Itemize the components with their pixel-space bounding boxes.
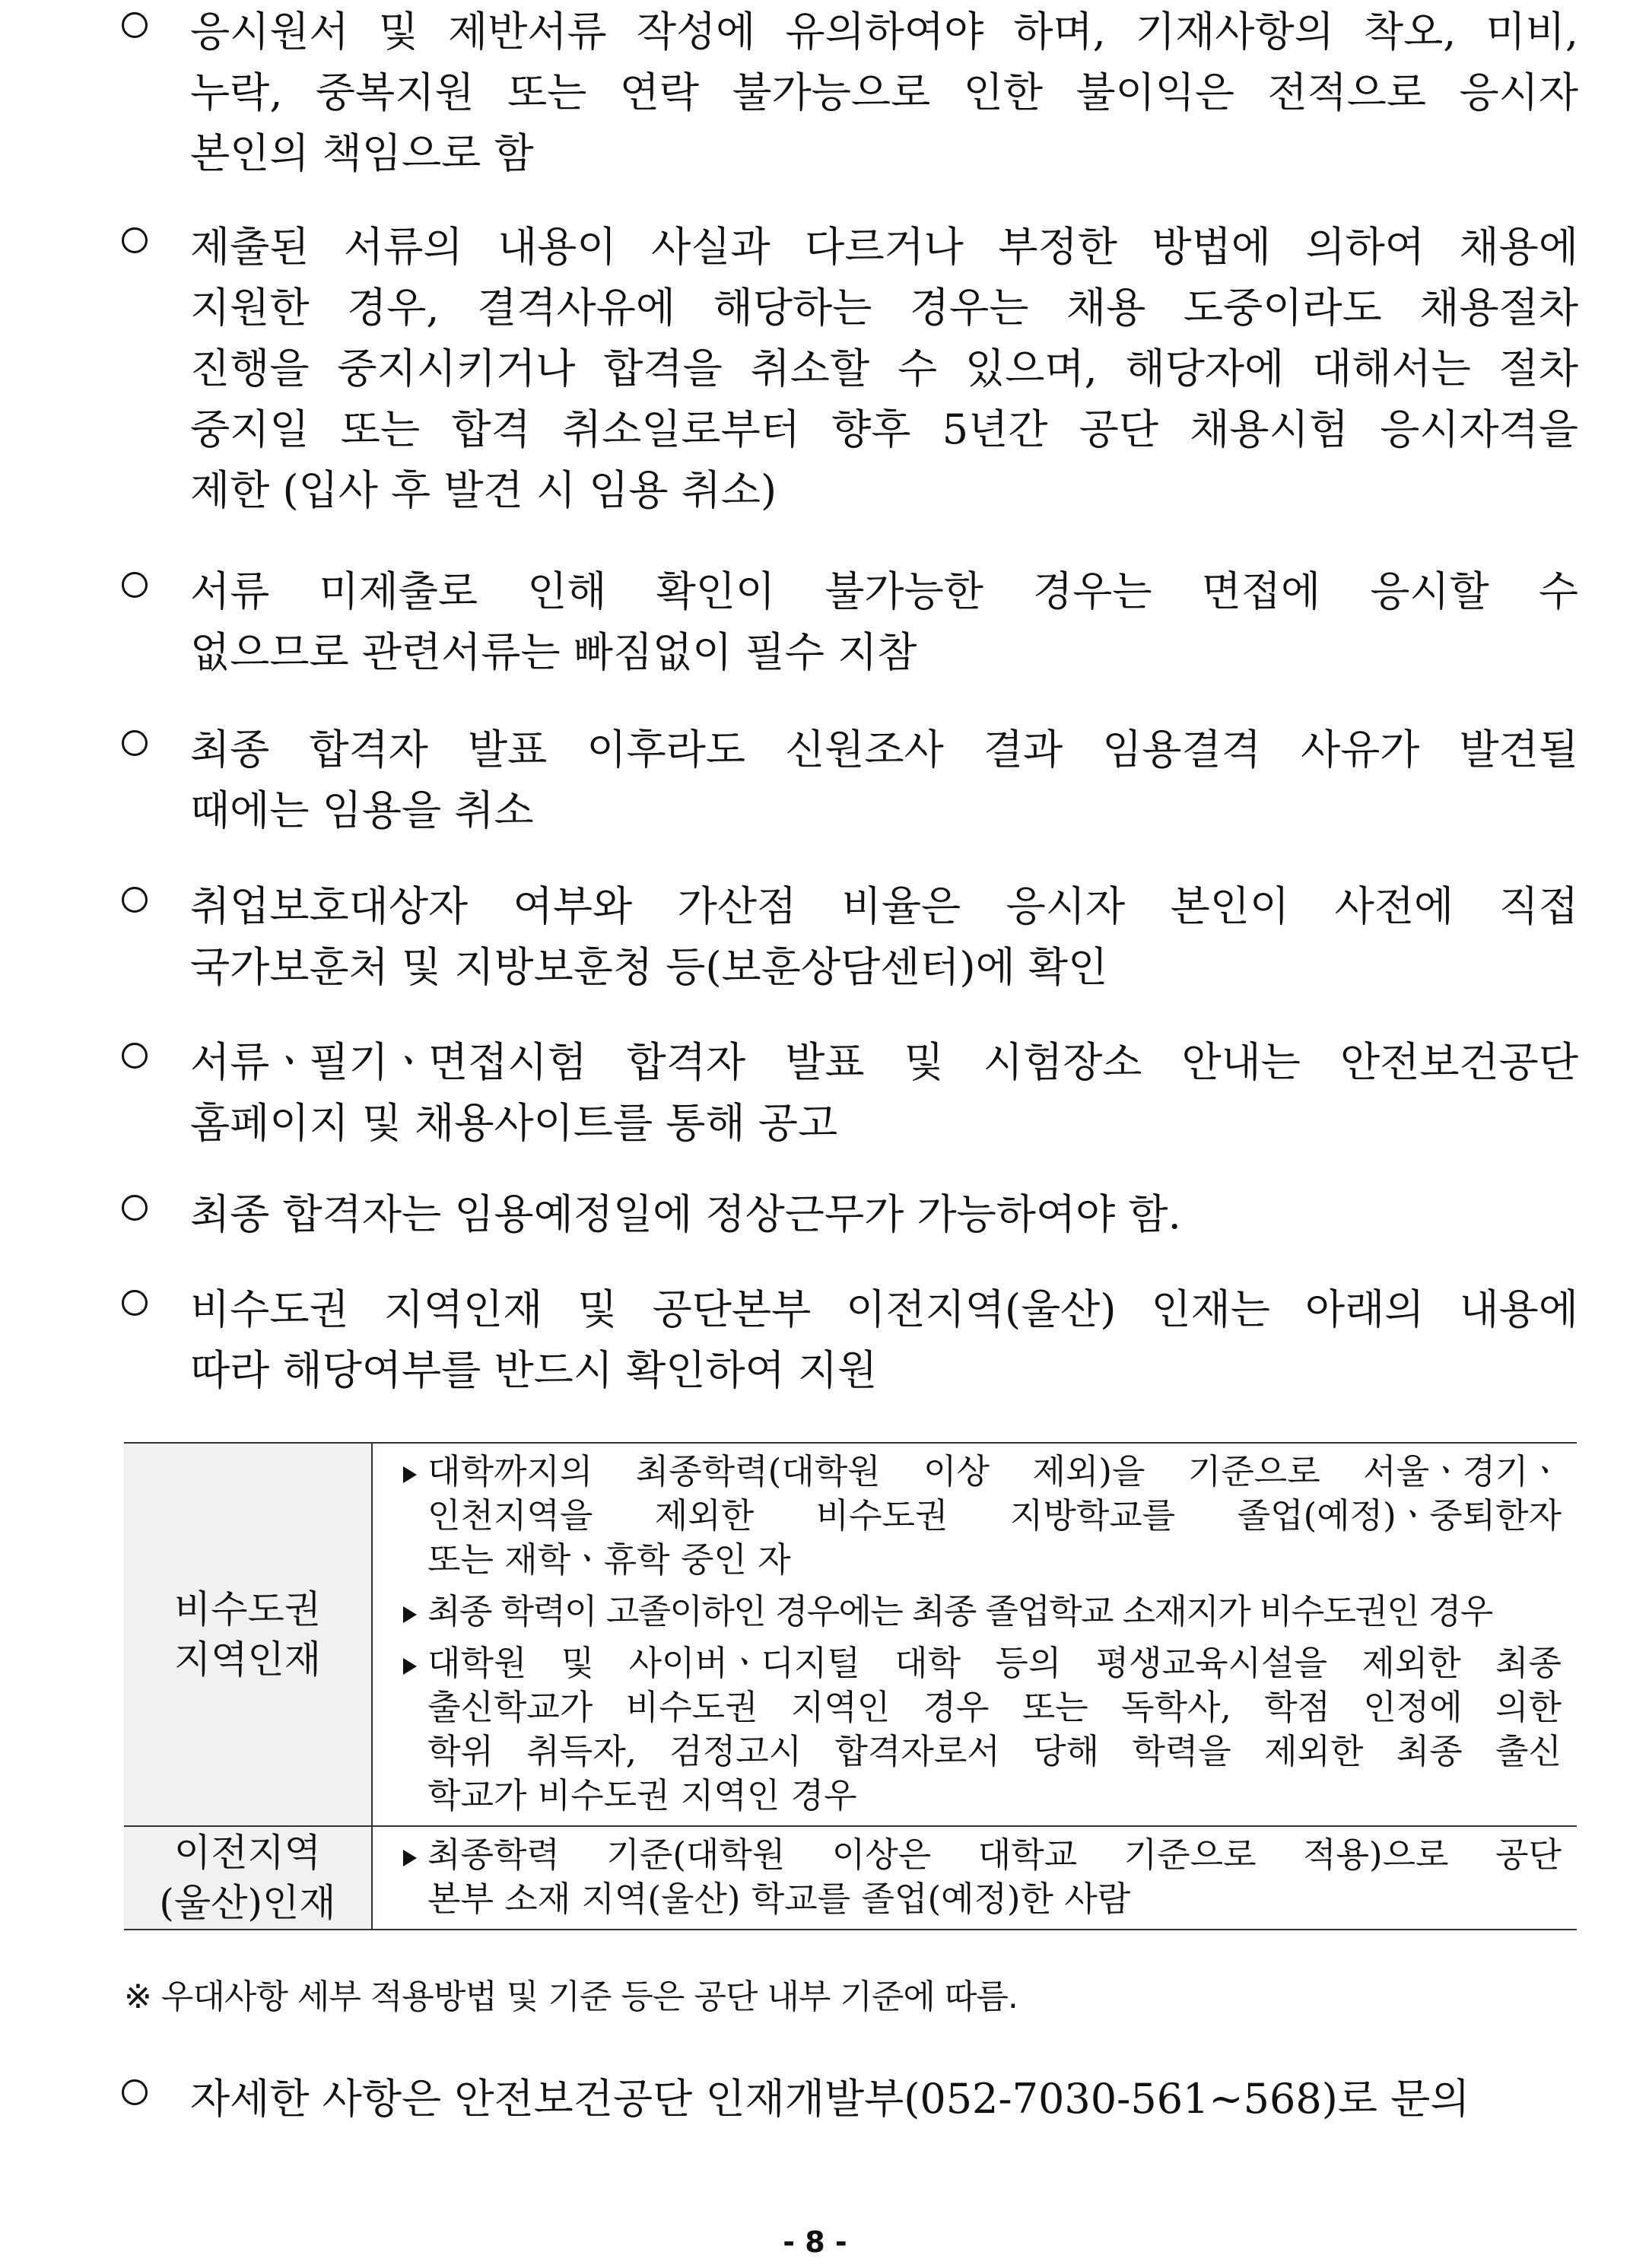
text-line: 때에는 임용을 취소 — [190, 786, 534, 834]
row-label-line: 비수도권 — [173, 1587, 322, 1631]
circle-bullet-icon — [122, 730, 148, 756]
table-row — [124, 1443, 1577, 1826]
row-label-cell — [124, 1826, 372, 1930]
text-line: 홈페이지 및 채용사이트를 통해 공고 — [190, 1099, 838, 1147]
text-line: 출신학교가 비수도권 지역인 경우 또는 독학사, 학점 인정에 의한 — [427, 1687, 1562, 1727]
notice-item-text — [190, 1032, 1578, 1154]
notice-item — [122, 1279, 1578, 1401]
triangle-bullet-icon — [403, 1466, 417, 1483]
text-line: 지원한 경우, 결격사유에 해당하는 경우는 채용 도중이라도 채용절차 — [190, 284, 1578, 332]
circle-bullet-icon — [122, 227, 148, 253]
triangle-bullet-icon — [403, 1850, 417, 1866]
text-line: 최종학력 기준(대학원 이상은 대학교 기준으로 적용)으로 공단 — [427, 1834, 1562, 1875]
circle-bullet-icon — [122, 1195, 148, 1221]
text-line: 학위 취득자, 검정고시 합격자로서 당해 학력을 제외한 최종 출신 — [427, 1731, 1562, 1771]
notice-item-text — [190, 2069, 1578, 2130]
notice-item-text — [190, 561, 1578, 683]
notice-item — [122, 217, 1578, 521]
text-line: 국가보훈처 및 지방보훈청 등(보훈상담센터)에 확인 — [190, 943, 1108, 991]
notice-item — [122, 1184, 1578, 1245]
notice-item — [122, 876, 1578, 998]
circle-bullet-icon — [122, 12, 148, 38]
list-item — [403, 1450, 1562, 1582]
notice-item-text — [190, 1279, 1578, 1401]
circle-bullet-icon — [122, 887, 148, 913]
notice-item-text — [190, 876, 1578, 998]
notice-item — [122, 2069, 1578, 2130]
text-line: 본부 소재 지역(울산) 학교를 졸업(예정)한 사람 — [427, 1879, 1131, 1919]
text-line: 자세한 사항은 안전보건공단 인재개발부(052-7030-561~568)로 문의 — [190, 2075, 1470, 2123]
row-label-line: 지역인재 — [173, 1637, 322, 1682]
text-line: 제한 (입사 후 발견 시 임용 취소) — [190, 466, 777, 514]
row-description-cell — [372, 1443, 1577, 1826]
text-line: 최종 학력이 고졸이하인 경우에는 최종 졸업학교 소재지가 비수도권인 경우 — [427, 1591, 1492, 1631]
footnote: ※ 우대사항 세부 적용방법 및 기준 등은 공단 내부 기준에 따름. — [124, 1977, 1018, 2016]
text-line: 응시원서 및 제반서류 작성에 유의하여야 하며, 기재사항의 착오, 미비, — [190, 8, 1578, 56]
text-line: 학교가 비수도권 지역인 경우 — [427, 1775, 857, 1815]
triangle-bullet-icon — [403, 1606, 417, 1623]
triangle-bullet-icon — [403, 1658, 417, 1675]
row-description-cell — [372, 1826, 1577, 1930]
row-label-cell — [124, 1443, 372, 1826]
text-line: 서류ㆍ필기ㆍ면접시험 합격자 발표 및 시험장소 안내는 안전보건공단 — [190, 1038, 1578, 1086]
text-line: 본인의 책임으로 함 — [190, 129, 534, 177]
list-item — [403, 1590, 1562, 1634]
notice-item-text — [190, 2, 1578, 184]
text-line: 비수도권 지역인재 및 공단본부 이전지역(울산) 인재는 아래의 내용에 — [190, 1285, 1578, 1333]
page-number: - 8 - — [783, 2225, 847, 2259]
notice-item — [122, 719, 1578, 841]
row-label-line: 이전지역 — [173, 1831, 322, 1875]
text-line: 없으므로 관련서류는 빠짐없이 필수 지참 — [190, 628, 917, 676]
regional-talent-table — [124, 1442, 1577, 1930]
notice-item — [122, 1032, 1578, 1154]
text-line: 인천지역을 제외한 비수도권 지방학교를 졸업(예정)ㆍ중퇴한자 — [427, 1495, 1562, 1536]
text-line: 진행을 중지시키거나 합격을 취소할 수 있으며, 해당자에 대해서는 절차 — [190, 345, 1578, 392]
text-line: 따라 해당여부를 반드시 확인하여 지원 — [190, 1346, 878, 1394]
text-line: 중지일 또는 합격 취소일로부터 향후 5년간 공단 채용시험 응시자격을 — [190, 405, 1578, 453]
text-line: 누락, 중복지원 또는 연락 불가능으로 인한 불이익은 전적으로 응시자 — [190, 68, 1578, 116]
notice-item-text — [190, 719, 1578, 841]
text-line: 대학까지의 최종학력(대학원 이상 제외)을 기준으로 서울ㆍ경기ㆍ — [427, 1451, 1562, 1491]
circle-bullet-icon — [122, 1290, 148, 1316]
list-item — [403, 1641, 1562, 1818]
list-item — [403, 1833, 1562, 1921]
text-line: 대학원 및 사이버ㆍ디지털 대학 등의 평생교육시설을 제외한 최종 — [427, 1643, 1562, 1683]
text-line: 서류 미제출로 인해 확인이 불가능한 경우는 면접에 응시할 수 — [190, 567, 1578, 615]
notice-item-text — [190, 1184, 1578, 1245]
circle-bullet-icon — [122, 1043, 148, 1069]
notice-item — [122, 2, 1578, 184]
notice-item-text — [190, 217, 1578, 521]
row-label-line: (울산)인재 — [159, 1881, 336, 1925]
table-row — [124, 1826, 1577, 1930]
circle-bullet-icon — [122, 2079, 148, 2105]
text-line: 또는 재학ㆍ휴학 중인 자 — [427, 1539, 791, 1580]
text-line: 최종 합격자 발표 이후라도 신원조사 결과 임용결격 사유가 발견될 — [190, 726, 1578, 773]
circle-bullet-icon — [122, 572, 148, 598]
text-line: 최종 합격자는 임용예정일에 정상근무가 가능하여야 함. — [190, 1190, 1181, 1238]
text-line: 제출된 서류의 내용이 사실과 다르거나 부정한 방법에 의하여 채용에 — [190, 223, 1578, 271]
notice-item — [122, 561, 1578, 683]
text-line: 취업보호대상자 여부와 가산점 비율은 응시자 본인이 사전에 직접 — [190, 882, 1578, 930]
